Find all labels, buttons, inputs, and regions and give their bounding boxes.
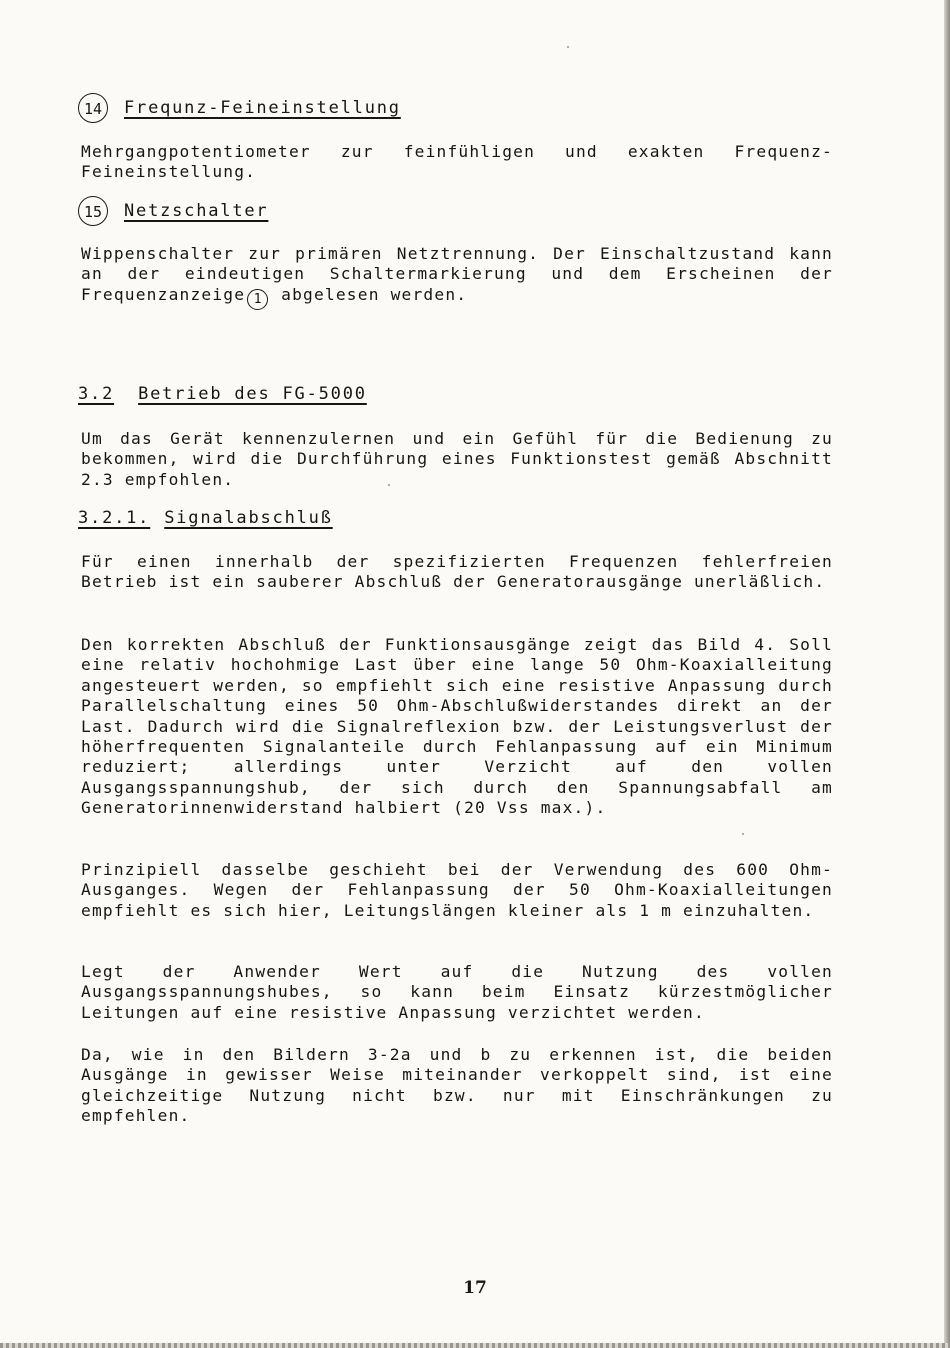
scan-speck bbox=[567, 46, 569, 48]
paragraph: Legt der Anwender Wert auf die Nutzung des vollen Ausgangsspannungshubes, so kann beim Einsatz kürzestmöglicher Leitungen auf eine resistive Anpassung verzichtet werden. bbox=[81, 962, 833, 1022]
section-14-title: Frequnz-Feineinstellung bbox=[124, 98, 401, 118]
section-3-2-1-title: Signalabschluß bbox=[164, 508, 333, 528]
paragraph: Prinzipiell dasselbe geschieht bei der Verwendung des 600 Ohm-Ausganges. Wegen der Fehlanpassung der 50 Ohm-Koaxialleitungen empfiehlt es sich hier, Leitungslängen kleiner als 1 m einzuhalten. bbox=[81, 860, 833, 920]
section-15-marker: 15 bbox=[78, 196, 108, 226]
scan-speck bbox=[742, 833, 744, 835]
section-3-2-number: 3.2 bbox=[78, 384, 115, 404]
section-15-title: Netzschalter bbox=[124, 201, 269, 221]
section-3-2-heading bbox=[78, 384, 367, 404]
section-15-body-end: abgelesen werden. bbox=[270, 284, 468, 304]
section-3-2-body: Um das Gerät kennenzulernen und ein Gefühl für die Bedienung zu bekommen, wird die Durchführung eines Funktionstest gemäß Abschnitt 2.3 empfohlen. bbox=[81, 429, 833, 489]
page-edge-bottom bbox=[0, 1343, 950, 1348]
section-14-body: Mehrgangpotentiometer zur feinfühligen und exakten Frequenz-Feineinstellung. bbox=[81, 142, 833, 182]
section-3-2-1-heading bbox=[78, 508, 333, 528]
page-edge-right bbox=[944, 0, 950, 1348]
section-3-2-1-number: 3.2.1. bbox=[78, 508, 151, 528]
paragraph: Den korrekten Abschluß der Funktionsausgänge zeigt das Bild 4. Soll eine relativ hochohmige Last über eine lange 50 Ohm-Koaxialleitung angesteuert werden, so empfiehlt sich eine resistive Anpassung durch Parallelschaltung eines 50 Ohm-Abschlußwiderstandes direkt an der Last. Dadurch wird die Signalreflexion bzw. der Leistungsverlust der höherfrequenten Signalanteile durch Fehlanpassung auf ein Minimum reduziert; allerdings unter Verzicht auf den vollen Ausgangsspannungshub, der sich durch den Spannungsabfall am Generatorinnenwiderstand halbiert (20 Vss max.). bbox=[81, 635, 833, 818]
section-15-heading bbox=[78, 196, 268, 226]
reference-marker-1: 1 bbox=[247, 289, 268, 310]
section-15-body-text: Wippenschalter zur primären Netztrennung. Der Einschaltzustand kann an der eindeutigen Schaltermarkierung und dem Erscheinen der Frequenzanzeige bbox=[81, 244, 833, 304]
section-14-marker: 14 bbox=[78, 93, 108, 123]
paragraph: Da, wie in den Bildern 3-2a und b zu erkennen ist, die beiden Ausgänge in gewisser Weise miteinander verkoppelt sind, ist eine gleichzeitige Nutzung nicht bzw. nur mit Einschränkungen zu empfehlen. bbox=[81, 1045, 833, 1126]
page-number: 17 bbox=[463, 1278, 487, 1298]
section-3-2-title: Betrieb des FG-5000 bbox=[138, 384, 367, 404]
section-15-body bbox=[81, 244, 833, 310]
section-14-heading bbox=[78, 93, 401, 123]
paragraph: Für einen innerhalb der spezifizierten Frequenzen fehlerfreien Betrieb ist ein sauberer Abschluß der Generatorausgänge unerläßlich. bbox=[81, 552, 833, 592]
